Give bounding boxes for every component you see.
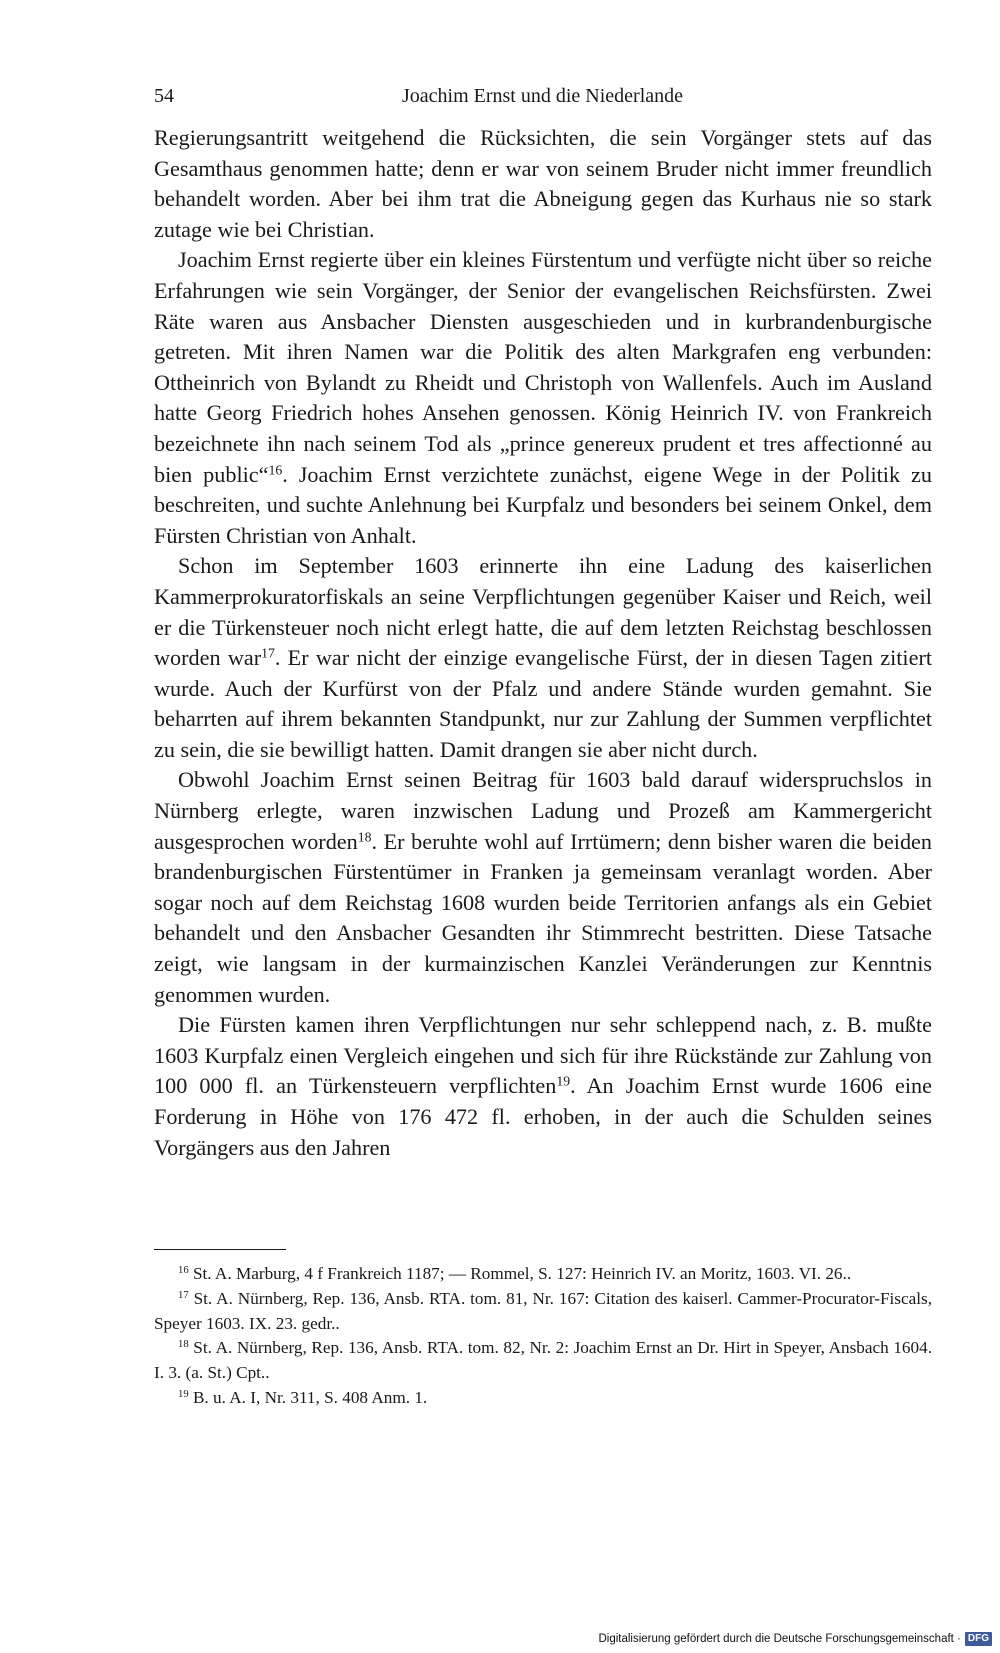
footnote xyxy=(154,1287,932,1337)
paragraph-4-text-b: . Er beruhte wohl auf Irrtümern; denn bisher waren die beiden brandenburgischen Fürstentümer in Franken ja gemeinsam veranlagt worden. Aber sogar noch auf dem Reichstag 1608 wurden beide Territorien anfangs als ein Gebiet behandelt und den Ansbacher Gesandten ihr Stimmrecht bestritten. Diese Tatsache zeigt, wie langsam in der kurmainzischen Kanzlei Veränderungen zur Kenntnis genommen wurden. xyxy=(154,828,932,1007)
paragraph-1-text: Regierungsantritt weitgehend die Rücksichten, die sein Vorgänger stets auf das Gesamthaus genommen hatte; denn er war von seinem Bruder nicht immer freundlich behandelt worden. Aber bei ihm trat die Abneigung gegen das Kurhaus nie so stark zutage wie bei Christian. xyxy=(154,125,932,242)
credit-text: Digitalisierung gefördert durch die Deutsche Forschungsgemeinschaft · xyxy=(598,1633,961,1645)
paragraph-4-text-a: Obwohl Joachim Ernst seinen Beitrag für 1603 bald darauf widerspruchslos in Nürnberg erlegte, waren inzwischen Ladung und Prozeß am Kammergericht ausgesprochen worden xyxy=(154,767,932,854)
page-header xyxy=(154,80,934,112)
footnote-ref-16: 16 xyxy=(268,461,283,477)
paragraph-2-text-a: Joachim Ernst regierte über ein kleines Fürstentum und verfügte nicht über so reiche Erfahrungen wie sein Vorgänger, der Senior der evangelischen Reichsfürsten. Zwei Räte waren aus Ansbacher Diensten ausgeschieden und in kurbrandenburgische getreten. Mit ihren Namen war die Politik des alten Markgrafen eng verbunden: Ottheinrich von Bylandt zu Rheidt und Christoph von Wallenfels. Auch im Ausland hatte Georg Friedrich hohes Ansehen genossen. König Heinrich IV. von Frankreich bezeichnete ihn nach seinem Tod als „prince genereux prudent et tres affectionné au bien public“ xyxy=(154,247,932,487)
footnote-text: B. u. A. I, Nr. 311, S. 408 Anm. 1. xyxy=(192,1387,428,1407)
footnote-divider xyxy=(154,1249,286,1250)
footnote-ref-18: 18 xyxy=(357,829,372,845)
paragraph-5-text-a: Die Fürsten kamen ihren Verpflichtungen nur sehr schleppend nach, z. B. mußte 1603 Kurpfalz einen Vergleich eingehen und sich für ihre Rückstände zur Zahlung von 100 000 fl. an Türkensteuern verpflichten xyxy=(154,1012,932,1099)
footnote xyxy=(154,1336,932,1386)
paragraph-3 xyxy=(154,551,932,765)
dfg-logo: DFG xyxy=(965,1632,992,1646)
footnote-text: St. A. Nürnberg, Rep. 136, Ansb. RTA. tom. 82, Nr. 2: Joachim Ernst an Dr. Hirt in Speyer, Ansbach 1604. I. 3. (a. St.) Cpt.. xyxy=(154,1338,933,1383)
footnote-text: St. A. Marburg, 4 f Frankreich 1187; — Rommel, S. 127: Heinrich IV. an Moritz, 1603. VI. 26.. xyxy=(192,1264,852,1283)
footnote-ref-17: 17 xyxy=(261,645,275,661)
paragraph-2 xyxy=(154,245,932,551)
footnote-text: St. A. Nürnberg, Rep. 136, Ansb. RTA. tom. 81, Nr. 167: Citation des kaiserl. Cammer-Procurator-Fiscals, Speyer 1603. IX. 23. gedr.. xyxy=(154,1288,933,1333)
digitization-credit xyxy=(598,1631,992,1647)
footnote xyxy=(154,1386,932,1411)
body-text xyxy=(154,123,932,1163)
footnote-number: 19 xyxy=(178,1389,189,1401)
footnote-number: 16 xyxy=(178,1265,189,1277)
page-number: 54 xyxy=(154,85,174,107)
running-title: Joachim Ernst und die Niederlande xyxy=(402,85,684,107)
paragraph-3-text-a: Schon im September 1603 erinnerte ihn eine Ladung des kaiserlichen Kammerprokuratorfiskals an seine Verpflichtungen gegenüber Kaiser und Reich, weil er die Türkensteuer noch nicht erlegt hatte, die auf dem letzten Reichstag beschlossen worden war xyxy=(154,553,932,671)
footnote-number: 18 xyxy=(178,1339,189,1351)
footnote xyxy=(154,1262,932,1287)
paragraph-2-text-b: . Joachim Ernst verzichtete zunächst, eigene Wege in der Politik zu beschreiten, und suchte Anlehnung bei Kurpfalz und besonders bei seinem Onkel, dem Fürsten Christian von Anhalt. xyxy=(154,461,932,548)
paragraph-3-text-b: . Er war nicht der einzige evangelische Fürst, der in diesen Tagen zitiert wurde. Auch der Kurfürst von der Pfalz und andere Stände wurden gemahnt. Sie beharrten auf ihrem bekannten Standpunkt, nur zur Zahlung der Summen verpflichtet zu sein, die sie bewilligt hatten. Damit drangen sie aber nicht durch. xyxy=(154,645,932,762)
footnotes xyxy=(154,1262,932,1411)
footnote-ref-19: 19 xyxy=(556,1073,571,1089)
paragraph-5-text-b: . An Joachim Ernst wurde 1606 eine Forderung in Höhe von 176 472 fl. erhoben, in der auch die Schulden seines Vorgängers aus den Jahren xyxy=(154,1073,932,1160)
paragraph-4 xyxy=(154,765,932,1010)
paragraph-5 xyxy=(154,1010,932,1163)
paragraph-1 xyxy=(154,123,932,245)
footnote-number: 17 xyxy=(178,1289,189,1301)
